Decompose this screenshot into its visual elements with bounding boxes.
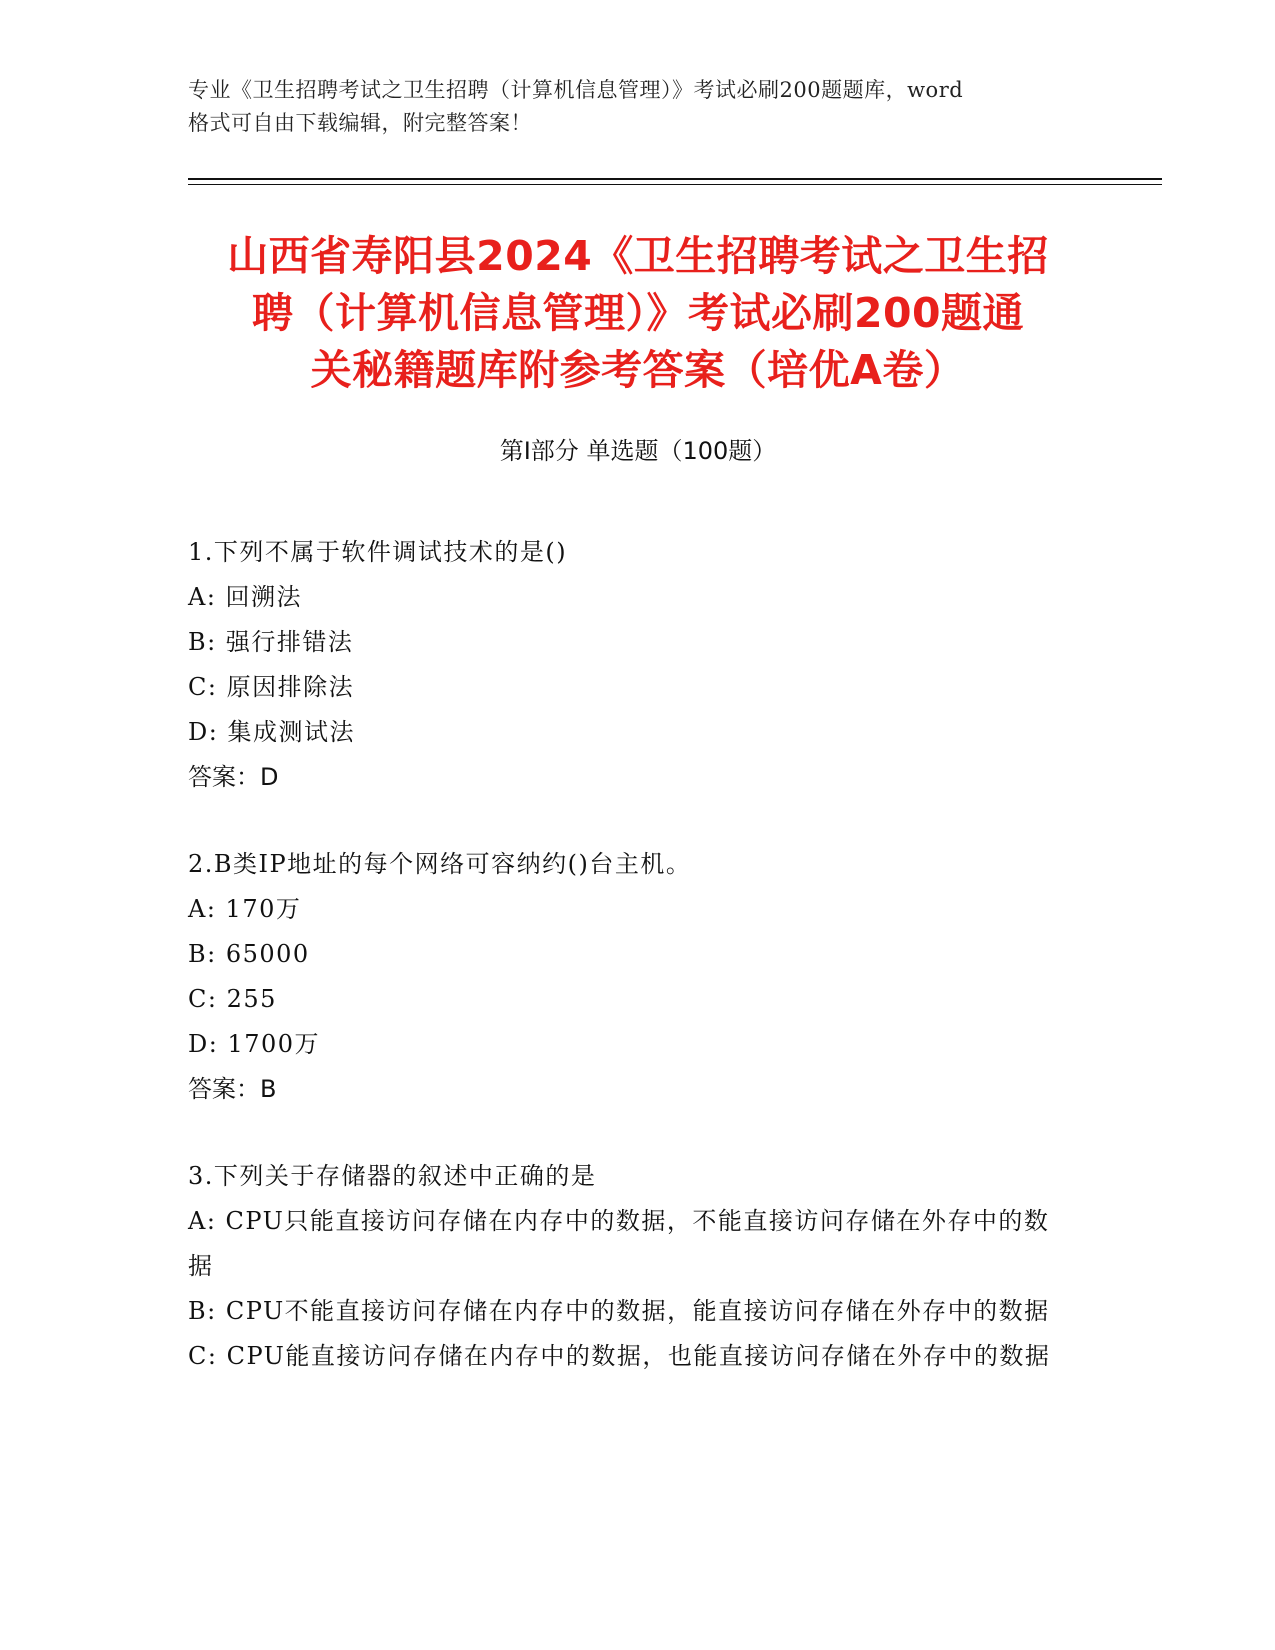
option-b: B: 65000 xyxy=(188,940,310,968)
answer-key: 答案：B xyxy=(188,1075,277,1103)
section-title: 第Ⅰ部分 单选题（100题） xyxy=(499,437,777,465)
question-stem: 2.B类IP地址的每个网络可容纳约()台主机。 xyxy=(188,850,692,878)
option-c: C: CPU能直接访问存储在内存中的数据，也能直接访问存储在外存中的数据 xyxy=(188,1342,1051,1370)
question-stem: 3.下列关于存储器的叙述中正确的是 xyxy=(188,1162,597,1190)
document-title xyxy=(188,228,1088,399)
option-d: D: 集成测试法 xyxy=(188,718,355,746)
option-b: B: 强行排错法 xyxy=(188,628,354,656)
header-note-line-1: 专业《卫生招聘考试之卫生招聘（计算机信息管理）》考试必刷200题题库，word xyxy=(188,78,964,102)
header-note xyxy=(188,74,1088,140)
option-c: C: 255 xyxy=(188,985,277,1013)
option-a: A: CPU只能直接访问存储在内存中的数据，不能直接访问存储在外存中的数据 xyxy=(188,1207,1050,1280)
header-note-line-2: 格式可自由下载编辑，附完整答案！ xyxy=(188,111,532,135)
document-title-line-2: 聘（计算机信息管理）》考试必刷200题通 xyxy=(251,289,1025,337)
question-1 xyxy=(188,530,1068,800)
question-3 xyxy=(188,1154,1068,1379)
document-title-line-3: 关秘籍题库附参考答案（培优A卷） xyxy=(310,346,966,394)
document-title-line-1: 山西省寿阳县2024《卫生招聘考试之卫生招 xyxy=(227,232,1049,280)
question-stem: 1.下列不属于软件调试技术的是() xyxy=(188,538,568,566)
question-2 xyxy=(188,842,1068,1112)
option-c: C: 原因排除法 xyxy=(188,673,355,701)
answer-key: 答案：D xyxy=(188,763,279,791)
option-a: A: 170万 xyxy=(188,895,302,923)
header-divider-thin xyxy=(188,184,1162,185)
header-divider-thick xyxy=(188,178,1162,180)
question-list xyxy=(188,530,1068,1421)
option-d: D: 1700万 xyxy=(188,1030,321,1058)
option-b: B: CPU不能直接访问存储在内存中的数据，能直接访问存储在外存中的数据 xyxy=(188,1297,1050,1325)
option-a: A: 回溯法 xyxy=(188,583,303,611)
